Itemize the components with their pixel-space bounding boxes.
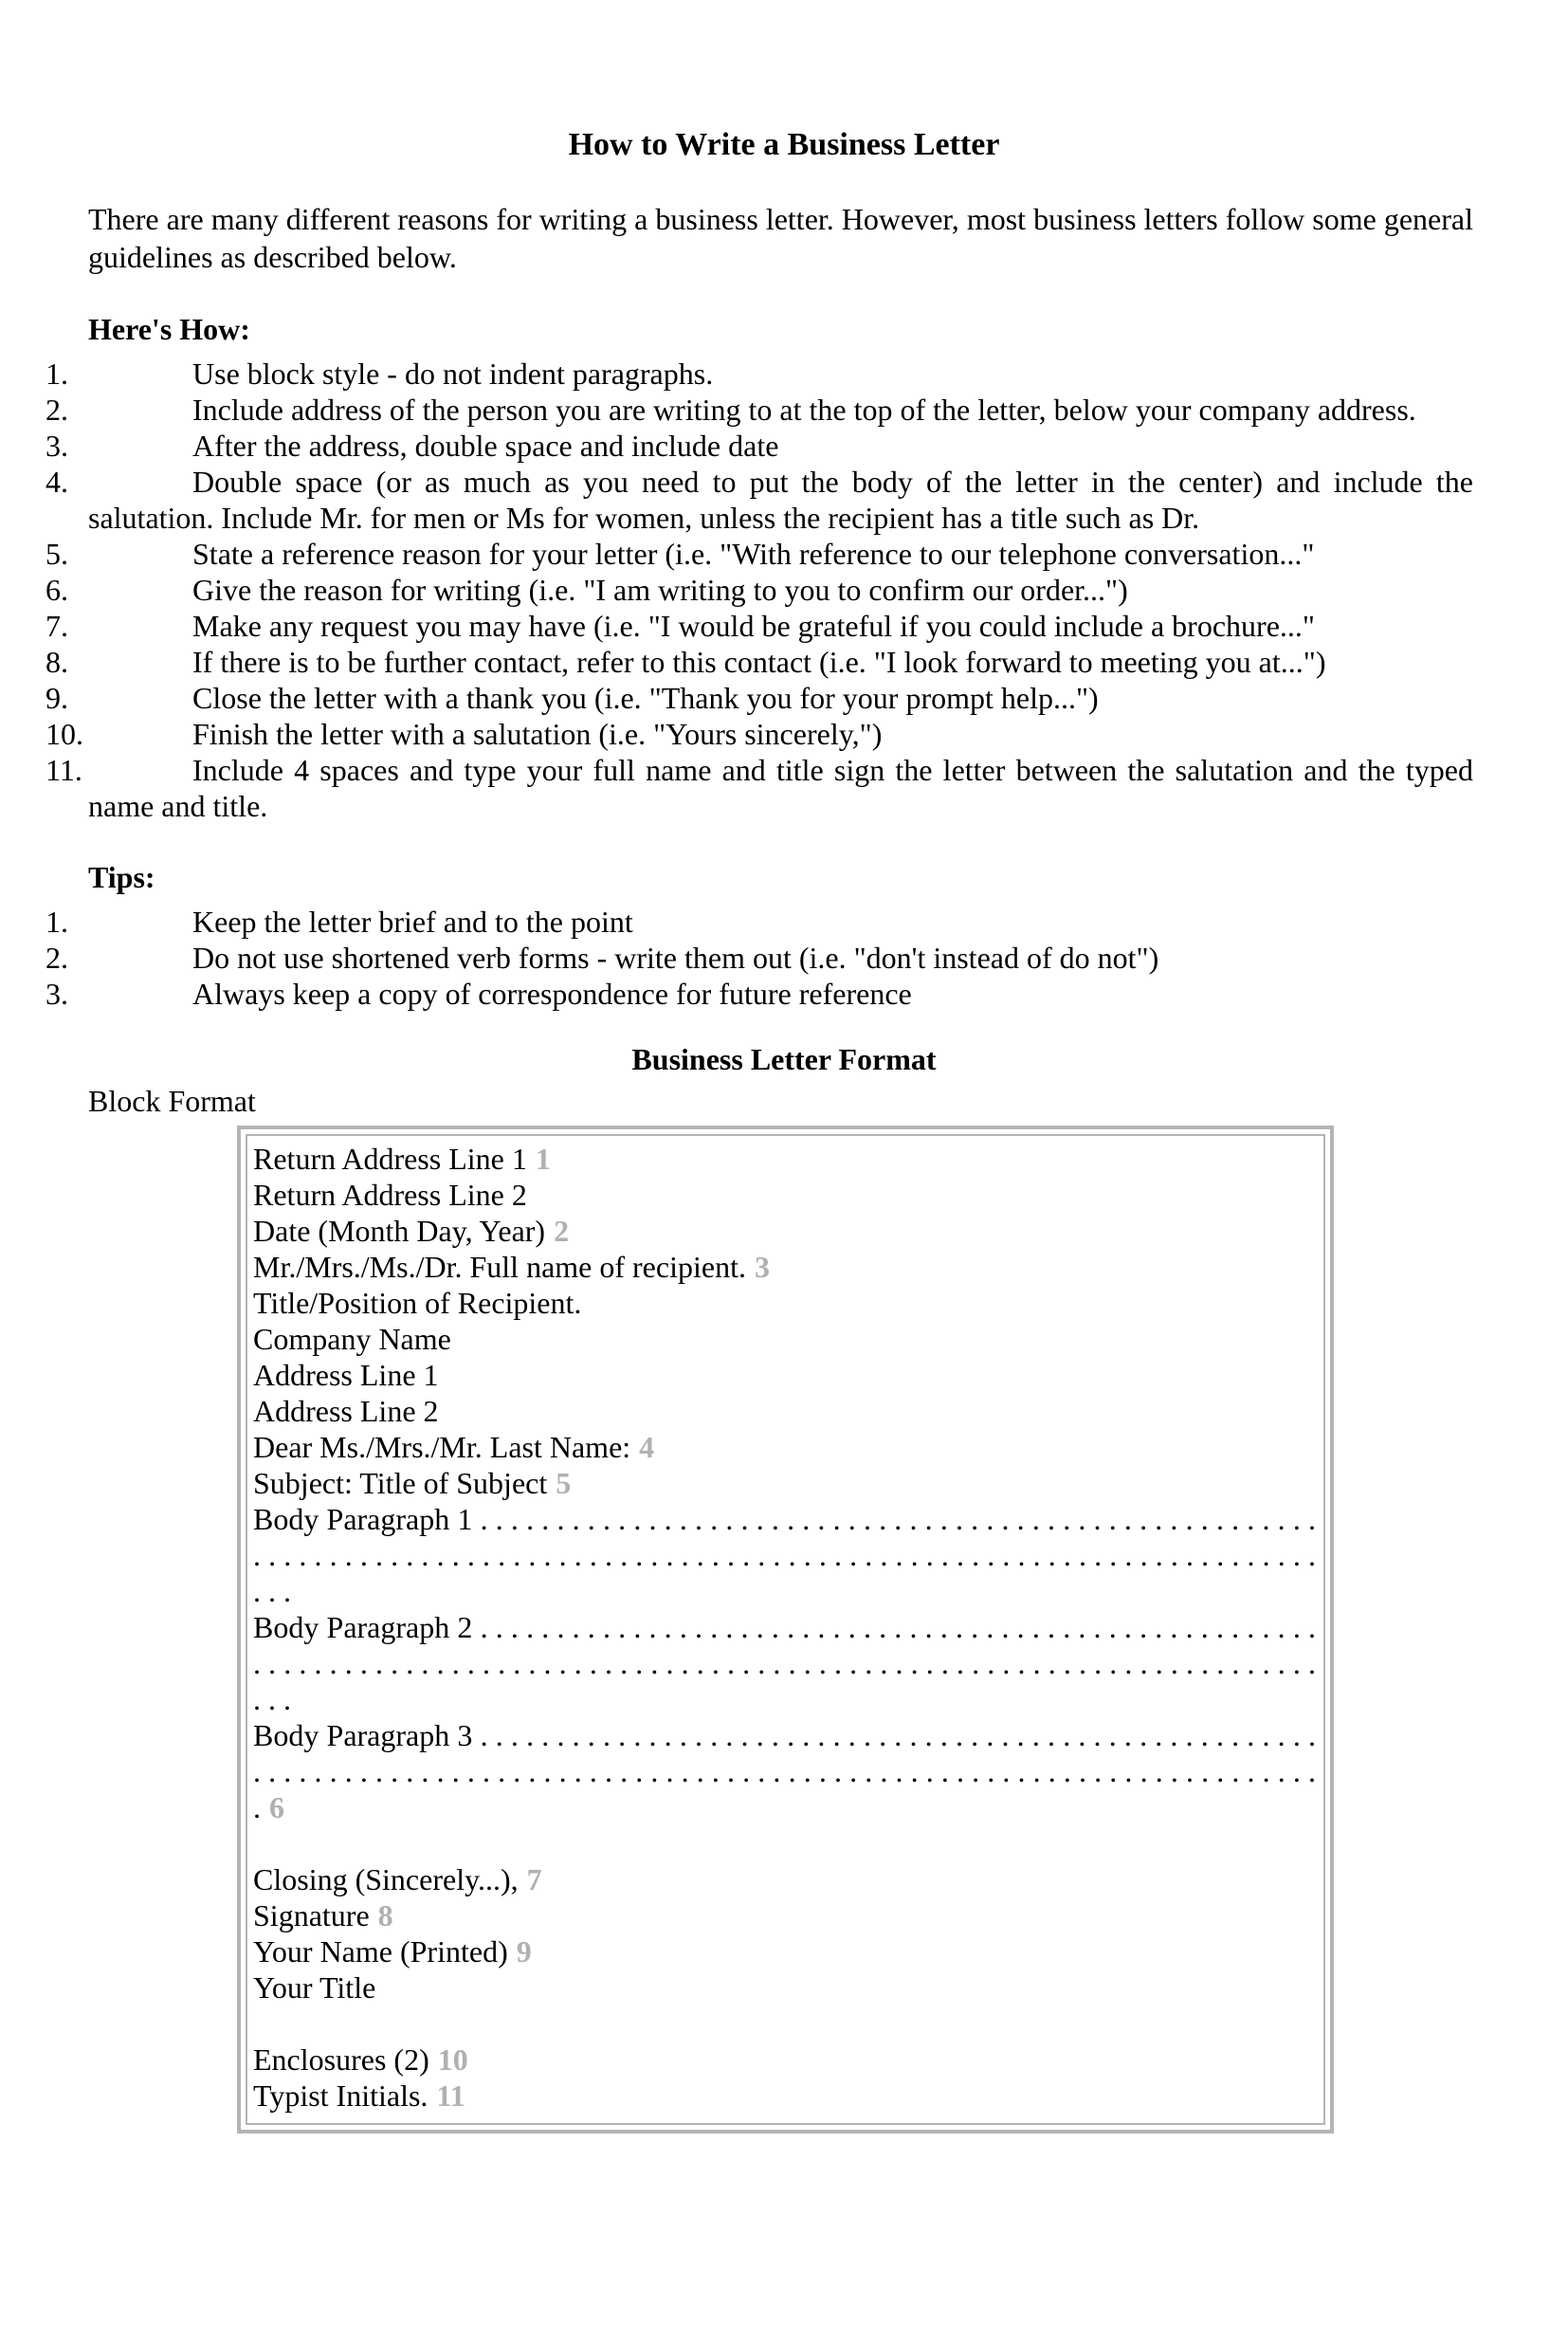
list-item <box>46 680 1473 716</box>
format-line-text: Address Line 1 <box>253 1358 439 1392</box>
format-line-text: Return Address Line 2 <box>253 1178 527 1212</box>
format-line <box>253 1357 1316 1393</box>
list-item <box>46 572 1473 608</box>
format-line <box>253 1501 1316 1609</box>
format-line-text: Typist Initials. <box>253 2078 428 2113</box>
list-item-text: If there is to be further contact, refer to this contact (i.e. "I look forward to meeting you at...") <box>192 645 1326 679</box>
page-title: How to Write a Business Letter <box>568 127 1000 162</box>
list-item-number: 1. <box>46 905 68 939</box>
block-format-label: Block Format <box>88 1084 256 1118</box>
format-line-text: Subject: Title of Subject <box>253 1466 548 1500</box>
list-item <box>46 940 1473 976</box>
step-number: 1 <box>535 1142 551 1176</box>
format-line-text: Your Title <box>253 1970 376 2005</box>
business-letter-format-heading: Business Letter Format <box>631 1042 937 1076</box>
step-number: 7 <box>526 1862 542 1896</box>
format-line <box>253 1861 1316 1897</box>
tips-heading: Tips: <box>88 860 155 894</box>
list-item-number: 3. <box>46 429 68 463</box>
list-item <box>46 392 1473 428</box>
format-line <box>253 1717 1316 1825</box>
format-line <box>253 2078 1316 2114</box>
list-item <box>46 536 1473 572</box>
format-line <box>253 1969 1316 2005</box>
list-item-number: 11. <box>46 753 82 787</box>
list-item <box>46 464 1473 536</box>
list-item <box>46 716 1473 752</box>
letter-format-box <box>237 1126 1334 2133</box>
step-number: 5 <box>556 1466 572 1500</box>
list-item-text: After the address, double space and include date <box>192 429 779 463</box>
format-line-text: Company Name <box>253 1322 451 1356</box>
list-item-text: Make any request you may have (i.e. "I would be grateful if you could include a brochure..." <box>192 609 1315 643</box>
list-item <box>46 608 1473 644</box>
format-line-text: Body Paragraph 1 . . . . . . . . . . . . . . . . . . . . . . . . . . . . . . . . . . . . . . . . . . . . . . . . . . . . . . . . . . . . . . . . . . . . . . . . . . . . . . . . . . . . . . . . . . . . . . . . . . . . . . . . . . . . . . . . . . . . . . . . . . . . . . . . <box>253 1502 1316 1608</box>
list-item-text: Give the reason for writing (i.e. "I am writing to you to confirm our order...") <box>192 573 1128 607</box>
format-line <box>253 1141 1316 1177</box>
format-line <box>253 1465 1316 1501</box>
list-item-text: Always keep a copy of correspondence for future reference <box>192 977 912 1011</box>
list-item <box>46 356 1473 392</box>
letter-format-box-inner <box>246 1134 1325 2125</box>
heres-how-list <box>0 356 1568 824</box>
list-item-number: 7. <box>46 609 68 643</box>
list-item-text: Include 4 spaces and type your full name and title sign the letter between the salutation and the typed name and title. <box>88 753 1473 823</box>
format-line <box>253 1177 1316 1213</box>
format-line <box>253 1429 1316 1465</box>
format-line <box>253 1609 1316 1717</box>
format-line <box>253 1285 1316 1321</box>
list-item-number: 3. <box>46 977 68 1011</box>
list-item-text: Do not use shortened verb forms - write them out (i.e. "don't instead of do not") <box>192 941 1159 975</box>
format-line <box>253 1321 1316 1357</box>
format-line-text: Your Name (Printed) <box>253 1934 508 1969</box>
step-number: 11 <box>436 2078 465 2113</box>
list-item-number: 5. <box>46 537 68 571</box>
list-item-text: Include address of the person you are writing to at the top of the letter, below your company address. <box>192 393 1416 427</box>
list-item-text: Finish the letter with a salutation (i.e. "Yours sincerely,") <box>192 717 883 751</box>
format-line <box>253 1213 1316 1249</box>
format-line <box>253 2042 1316 2078</box>
format-line-text: Dear Ms./Mrs./Mr. Last Name: <box>253 1430 631 1464</box>
document-page <box>0 126 1568 2344</box>
step-number: 6 <box>269 1790 284 1824</box>
format-line-text: Signature <box>253 1898 370 1932</box>
list-item-number: 1. <box>46 357 68 391</box>
list-item-number: 8. <box>46 645 68 679</box>
list-item <box>46 976 1473 1012</box>
intro-paragraph: There are many different reasons for writing a business letter. However, most business letters follow some general guidelines as described below. <box>88 202 1473 274</box>
format-line-text: Enclosures (2) <box>253 2042 429 2077</box>
tips-list <box>0 904 1568 1012</box>
list-item-text: Close the letter with a thank you (i.e. "Thank you for your prompt help...") <box>192 681 1099 715</box>
format-line-text: Title/Position of Recipient. <box>253 1286 582 1320</box>
list-item <box>46 904 1473 940</box>
format-line <box>253 1933 1316 1969</box>
step-number: 4 <box>639 1430 655 1464</box>
format-line <box>253 1249 1316 1285</box>
list-item <box>46 752 1473 824</box>
list-item <box>46 644 1473 680</box>
step-number: 9 <box>516 1934 532 1969</box>
step-number: 2 <box>554 1214 570 1248</box>
list-item-number: 2. <box>46 393 68 427</box>
list-item-number: 6. <box>46 573 68 607</box>
format-line-text: Body Paragraph 2 . . . . . . . . . . . . . . . . . . . . . . . . . . . . . . . . . . . . . . . . . . . . . . . . . . . . . . . . . . . . . . . . . . . . . . . . . . . . . . . . . . . . . . . . . . . . . . . . . . . . . . . . . . . . . . . . . . . . . . . . . . . . . . . . <box>253 1610 1316 1716</box>
format-line-text: Body Paragraph 3 . . . . . . . . . . . . . . . . . . . . . . . . . . . . . . . . . . . . . . . . . . . . . . . . . . . . . . . . . . . . . . . . . . . . . . . . . . . . . . . . . . . . . . . . . . . . . . . . . . . . . . . . . . . . . . . . . . . . . . . . . . . . . . <box>253 1718 1316 1824</box>
format-line-text: Address Line 2 <box>253 1394 439 1428</box>
list-item-number: 4. <box>46 465 68 499</box>
list-item-number: 9. <box>46 681 68 715</box>
format-line-text: Mr./Mrs./Ms./Dr. Full name of recipient. <box>253 1250 746 1284</box>
step-number: 3 <box>754 1250 770 1284</box>
step-number: 10 <box>437 2042 468 2077</box>
format-line-text: Return Address Line 1 <box>253 1142 527 1176</box>
list-item-text: Double space (or as much as you need to put the body of the letter in the center) and include the salutation. Include Mr. for men or Ms for women, unless the recipient has a title such as Dr. <box>88 465 1473 535</box>
format-line-text: Date (Month Day, Year) <box>253 1214 546 1248</box>
step-number: 8 <box>377 1898 393 1932</box>
list-item-text: Use block style - do not indent paragraphs. <box>192 357 714 391</box>
format-line <box>253 1897 1316 1933</box>
list-item-number: 10. <box>46 717 83 751</box>
list-item-text: Keep the letter brief and to the point <box>192 905 633 939</box>
list-item-text: State a reference reason for your letter (i.e. "With reference to our telephone conversation..." <box>192 537 1315 571</box>
format-line-text: Closing (Sincerely...), <box>253 1862 519 1896</box>
heres-how-heading: Here's How: <box>88 312 250 346</box>
list-item <box>46 428 1473 464</box>
format-line <box>253 1393 1316 1429</box>
list-item-number: 2. <box>46 941 68 975</box>
